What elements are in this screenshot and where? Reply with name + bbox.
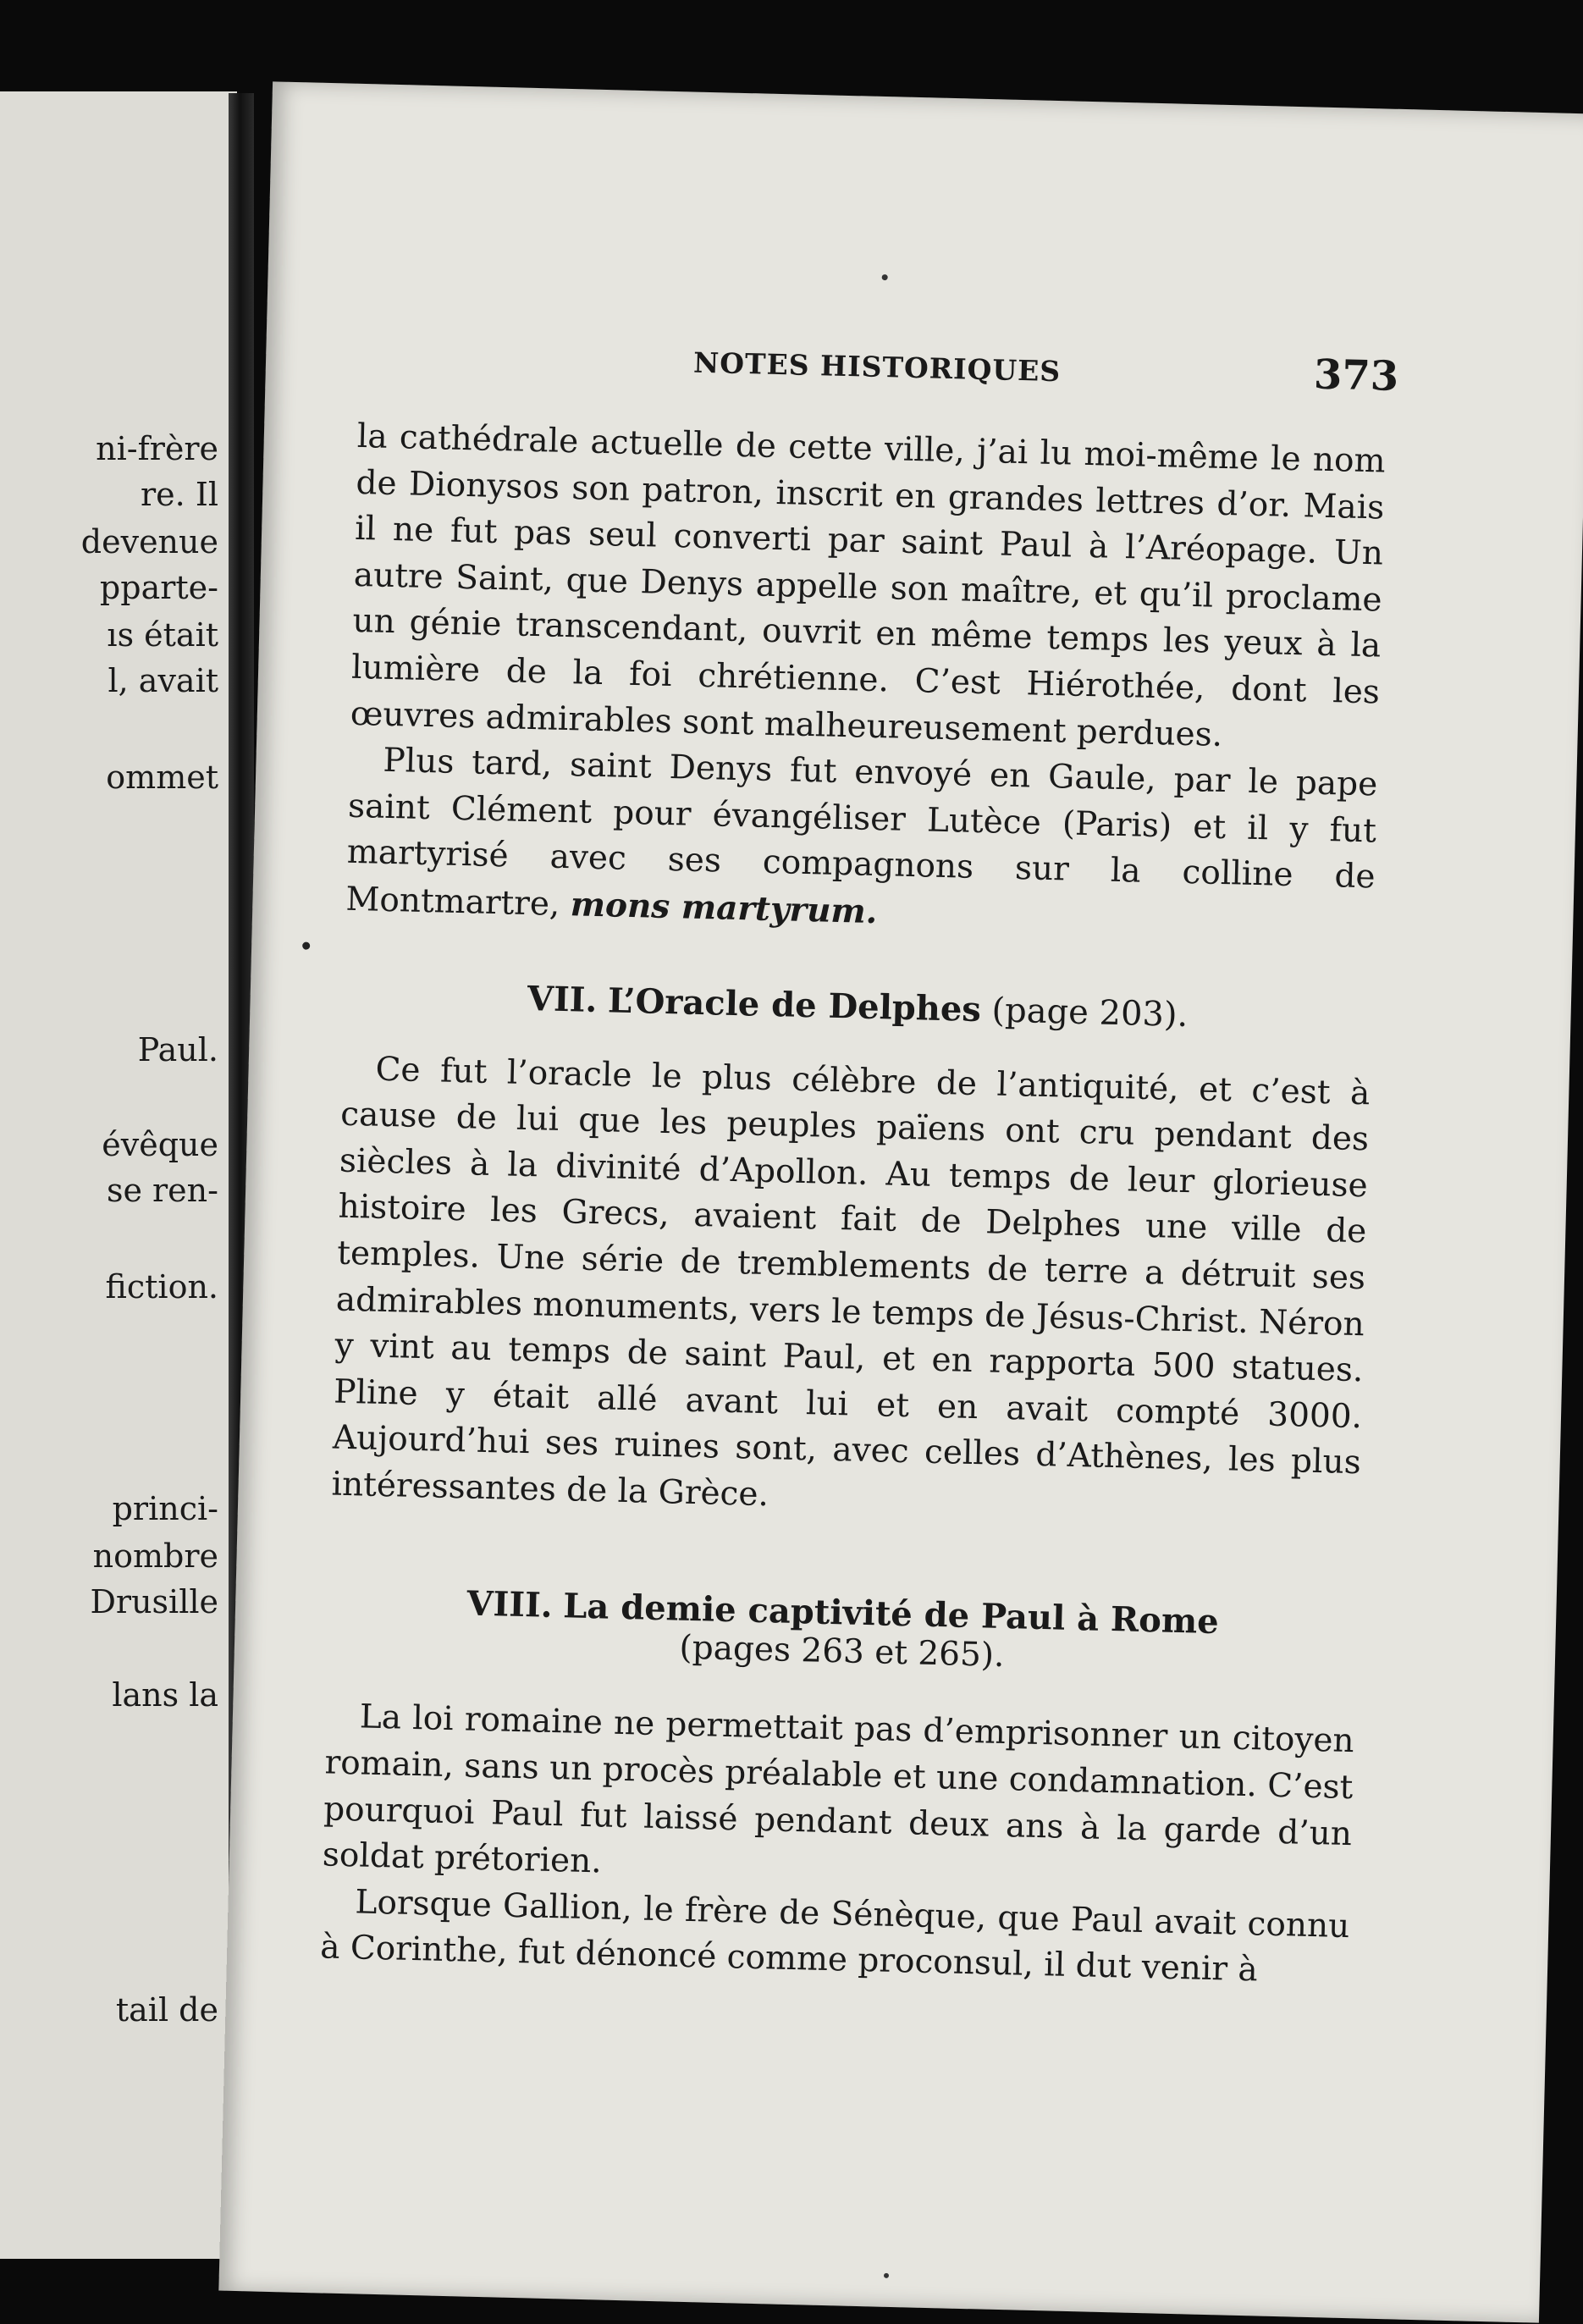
paragraph-saint-denys: [345, 737, 1378, 948]
left-page-fragment: évêque: [102, 1126, 218, 1163]
paragraph-delphes: Ce fut l’oracle le plus célèbre de l’antiquité, et c’est à cause de lui que les peuples païens ont cru pendant des siècles à la divinité d’Apollon. Au temps de leur glorieuse histoire les Grecs, avaient fait de Delphes une ville de temples. Une série de tremblements de terre a détruit ses admirables monuments, vers le temps de Jésus-Christ. Néron y vint au temps de saint Paul, et en rapporta 500 statues. Pline y était allé avant lui et en avait compté 3000. Aujourd’hui ses ruines sont, avec celles d’Athènes, les plus intéressantes de la Grèce.: [331, 1050, 1371, 1515]
paragraph-loi-romaine: La loi romaine ne permettait pas d’emprisonner un citoyen romain, sans un procès préalable et une condamnation. C’est pourquoi Paul fut laissé pendant deux ans à la garde d’un soldat prétorien.: [322, 1697, 1355, 1881]
left-page-fragment: se ren-: [106, 1172, 218, 1209]
left-page-fragment: l, avait: [108, 662, 218, 699]
speck: [884, 2273, 889, 2278]
left-page-fragment: pparte-: [99, 569, 218, 606]
left-page-fragment: tail de: [115, 1991, 218, 2029]
section-vii-number: VII.: [527, 978, 598, 1020]
left-page-fragment: Drusille: [90, 1583, 218, 1620]
left-page-fragment: ommet: [106, 759, 218, 796]
left-page-fragment: Paul.: [137, 1031, 218, 1068]
left-page: [0, 91, 237, 2259]
section-vii-title: L’Oracle de Delphes: [607, 980, 982, 1030]
text-block: [320, 414, 1387, 1996]
paragraph-saint-denys-text: Plus tard, saint Denys fut envoyé en Gaule, par le pape saint Clément pour évangéliser Lutèce (Paris) et il y fut martyrisé avec ses compagnons sur la colline de Montmartre,: [345, 741, 1378, 924]
left-page-fragment: ıs était: [107, 616, 218, 654]
left-page-fragment: nombre: [92, 1537, 218, 1575]
speck: [882, 274, 888, 280]
left-page-fragment: re. Il: [141, 476, 218, 513]
main-page: [218, 81, 1583, 2322]
left-page-fragment: princi-: [112, 1490, 218, 1527]
left-page-fragment: fiction.: [105, 1268, 218, 1306]
left-page-fragment: ni-frère: [96, 430, 218, 467]
left-page-fragment: devenue: [80, 523, 218, 560]
section-viii-title: La demie captivité de Paul à Rome: [562, 1586, 1220, 1642]
left-page-fragment: lans la: [112, 1676, 218, 1714]
paragraph-gallion: Lorsque Gallion, le frère de Sénèque, que Paul avait connu à Corinthe, fut dénoncé comme proconsul, il dut venir à: [319, 1883, 1350, 1990]
page-number: 373: [1313, 351, 1399, 400]
mons-martyrum: mons martyrum.: [570, 885, 878, 932]
section-viii-ref: (pages 263 et 265).: [679, 1629, 1005, 1675]
section-vii-ref: (page 203).: [991, 990, 1189, 1035]
section-viii-number: VIII.: [466, 1583, 554, 1626]
paragraph-dionysos: la cathédrale actuelle de cette ville, j’ai lu moi-même le nom de Dionysos son patron, inscrit en grandes lettres d’or. Mais il ne fut pas seul converti par saint Paul à l’Aréopage. Un autre Saint, que Denys appelle son maître, et qu’il proclame un génie transcendant, ouvrit en même temps les yeux à la lumière de la foi chrétienne. C’est Hiérothée, dont les œuvres admirables sont malheureusement perdues.: [350, 417, 1387, 754]
margin-dot: [302, 941, 310, 949]
running-head: NOTES HISTORIQUES: [692, 345, 1062, 389]
